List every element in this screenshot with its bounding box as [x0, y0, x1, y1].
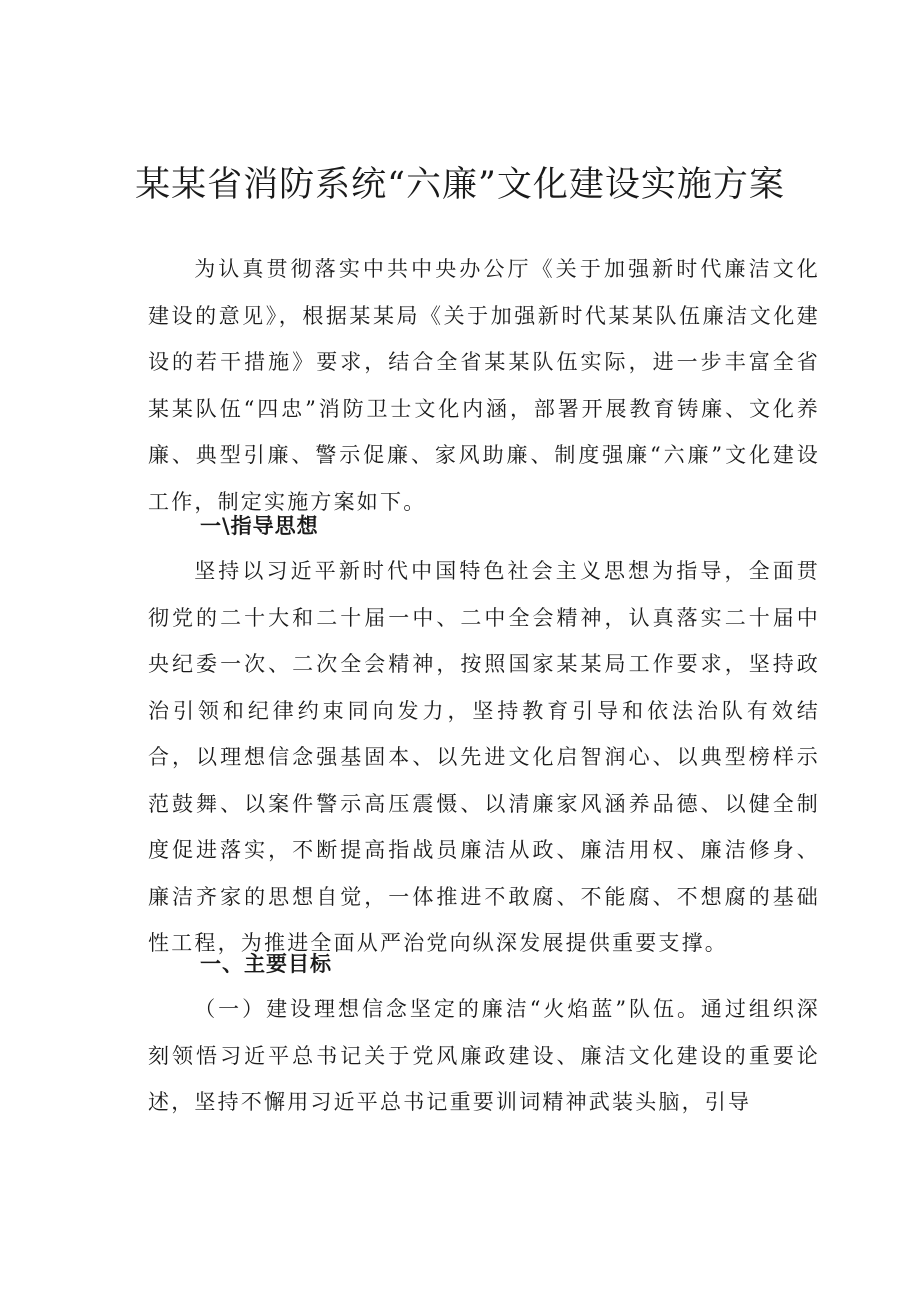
section-heading-main-goals: 一、主要目标	[200, 952, 332, 976]
main-goals-paragraph: （一）建设理想信念坚定的廉洁“火焰蓝”队伍。通过组织深刻领悟习近平总书记关于党风廉政建设、廉洁文化建设的重要论述，坚持不懈用习近平总书记重要训词精神武装头脑，引导	[148, 997, 820, 1114]
section-heading-guiding-ideology: 一\指导思想	[200, 514, 319, 538]
intro-block	[148, 246, 820, 525]
guiding-ideology-block	[148, 548, 820, 967]
intro-paragraph: 为认真贯彻落实中共中央办公厅《关于加强新时代廉洁文化建设的意见》，根据某某局《关于加强新时代某某队伍廉洁文化建设的若干措施》要求，结合全省某某队伍实际，进一步丰富全省某某队伍“四忠”消防卫士文化内涵，部署开展教育铸廉、文化养廉、典型引廉、警示促廉、家风助廉、制度强廉“六廉”文化建设工作，制定实施方案如下。	[148, 257, 820, 514]
main-goals-block	[148, 986, 820, 1126]
guiding-ideology-paragraph: 坚持以习近平新时代中国特色社会主义思想为指导，全面贯彻党的二十大和二十届一中、二中全会精神，认真落实二十届中央纪委一次、二次全会精神，按照国家某某局工作要求，坚持政治引领和纪律约束同向发力，坚持教育引导和依法治队有效结合，以理想信念强基固本、以先进文化启智润心、以典型榜样示范鼓舞、以案件警示高压震慑、以清廉家风涵养品德、以健全制度促进落实，不断提高指战员廉洁从政、廉洁用权、廉洁修身、廉洁齐家的思想自觉，一体推进不敢腐、不能腐、不想腐的基础性工程，为推进全面从严治党向纵深发展提供重要支撑。	[148, 559, 820, 955]
document-title: 某某省消防系统“六廉”文化建设实施方案	[135, 165, 785, 205]
